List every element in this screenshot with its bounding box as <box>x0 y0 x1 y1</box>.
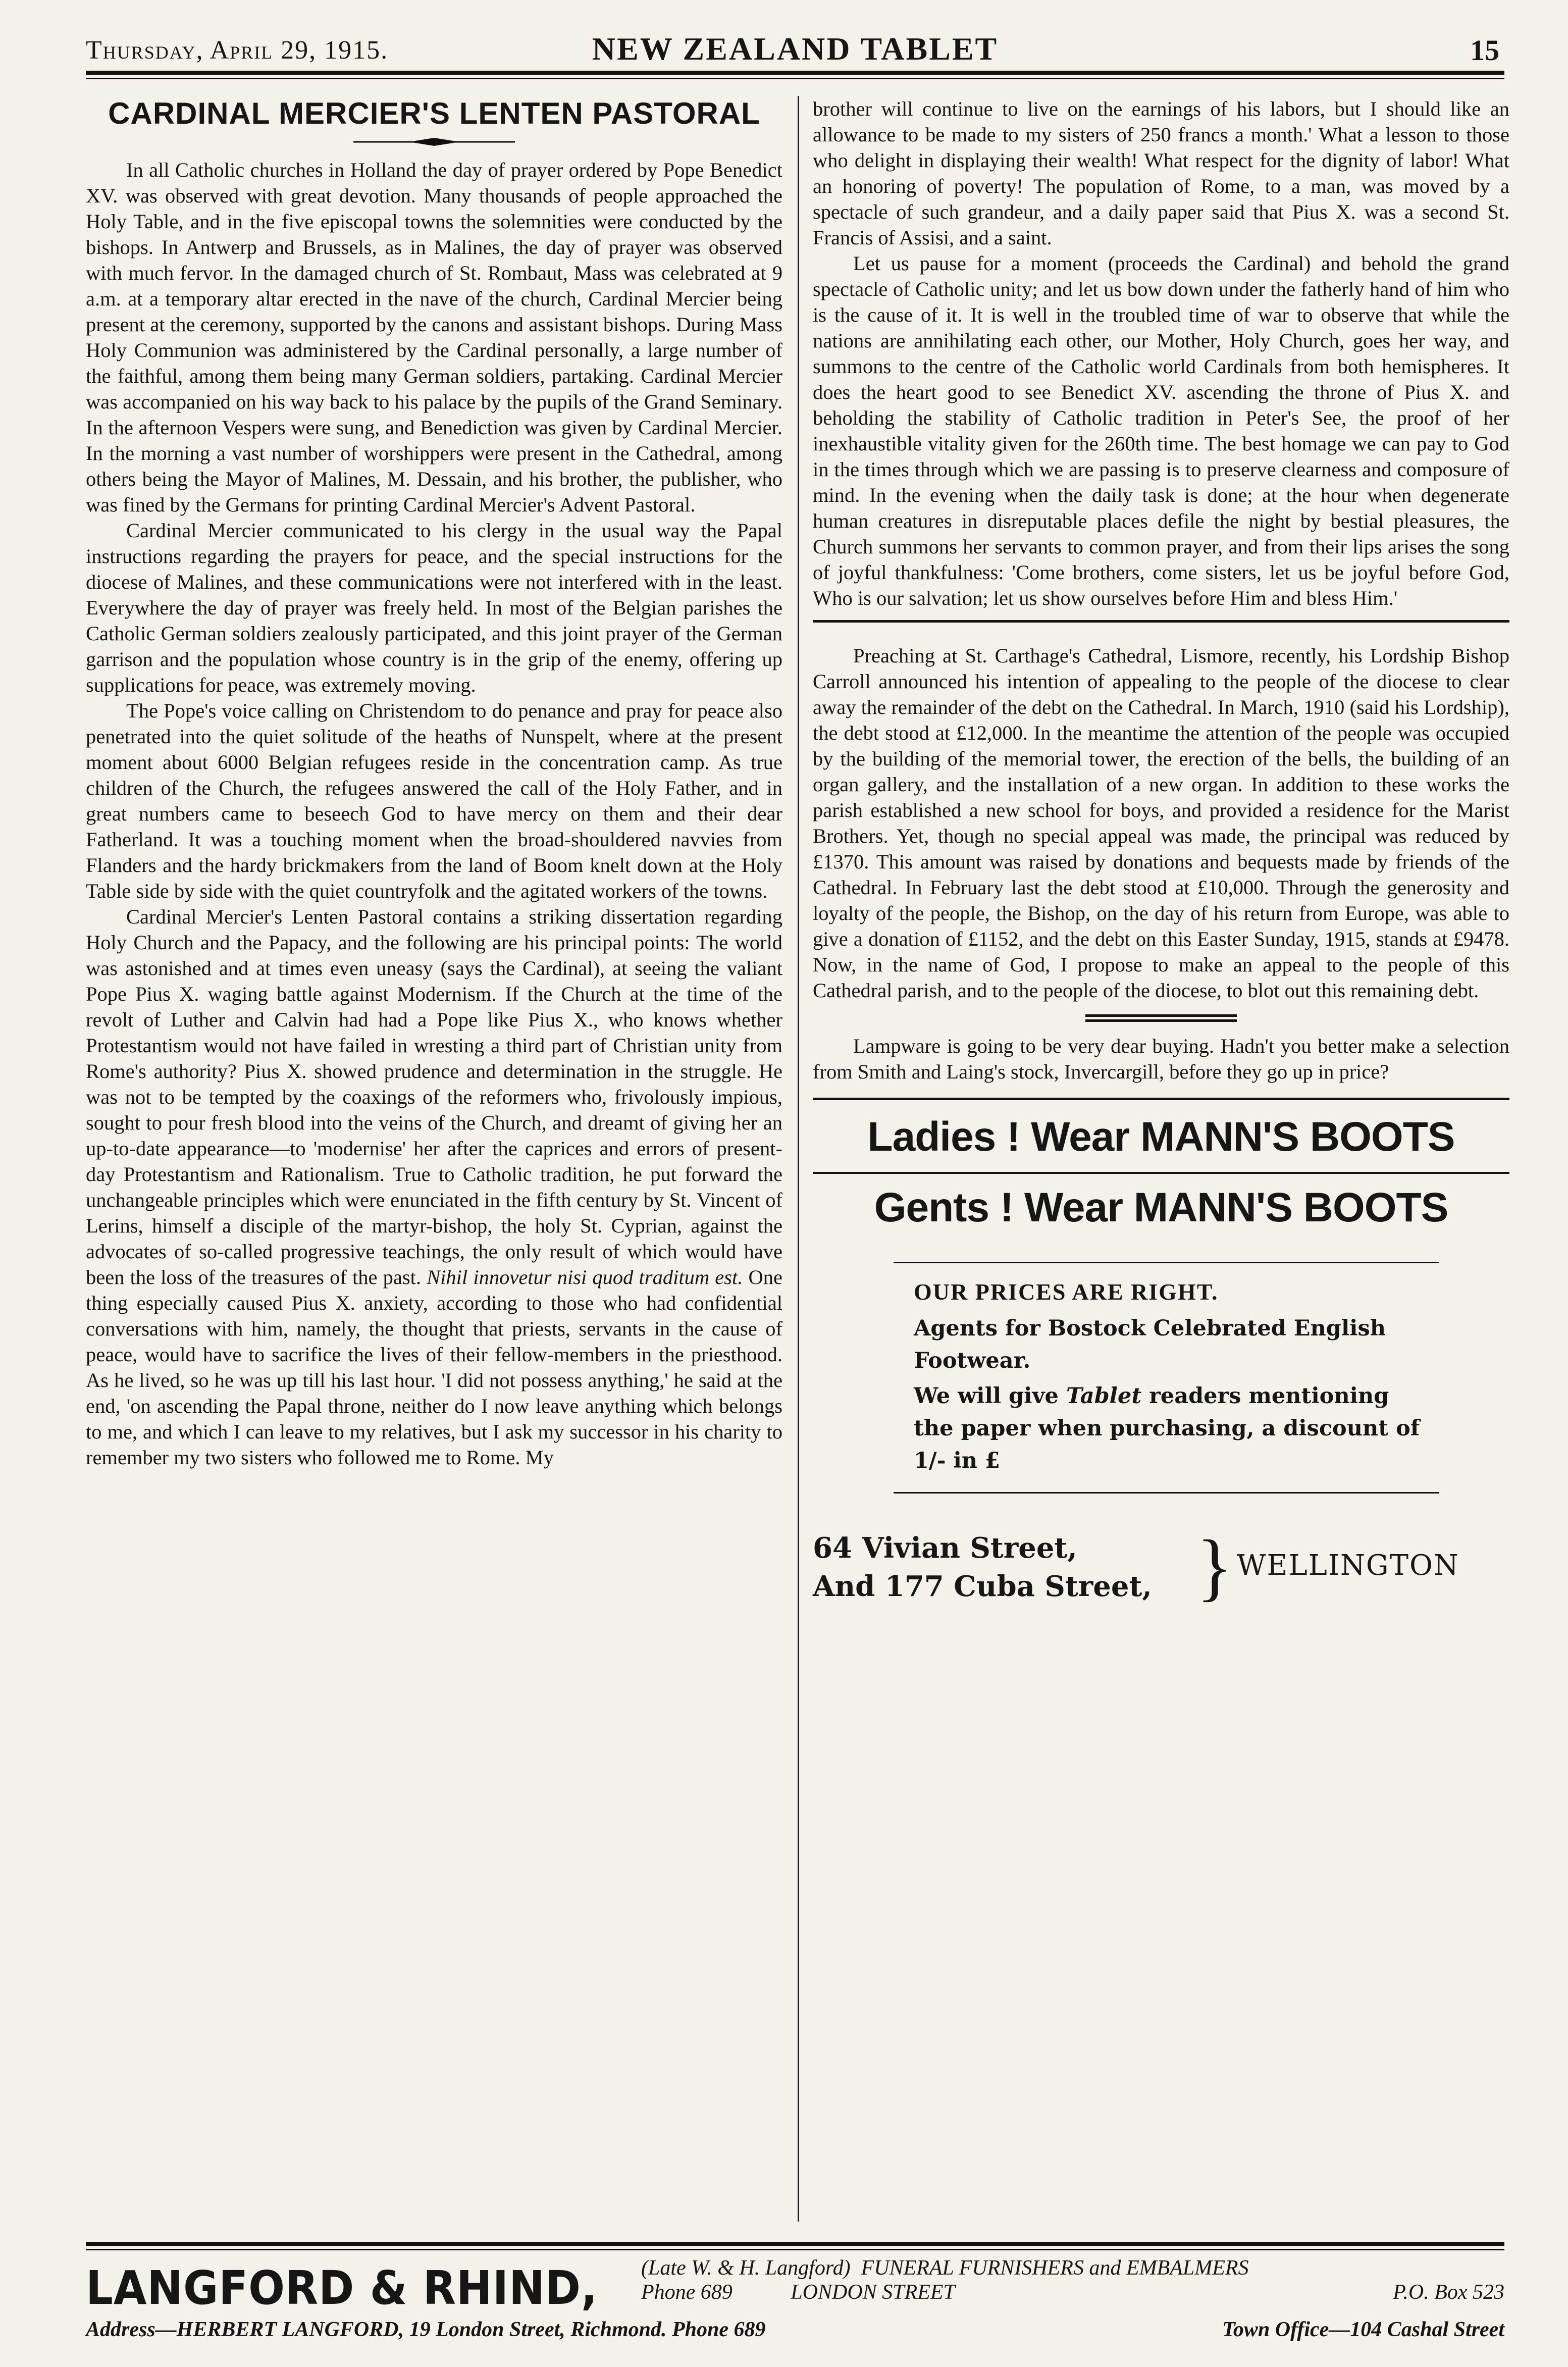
ad-text: We will give <box>914 1383 1059 1409</box>
footer-rule <box>86 2242 1504 2246</box>
footer-town-office: Town Office—104 Cashal Street <box>1222 2318 1504 2341</box>
ad-top-rule <box>813 1098 1509 1100</box>
footer-advert <box>86 2252 1504 2348</box>
ad-city: WELLINGTON <box>1237 1549 1459 1582</box>
newspaper-title: NEW ZEALAND TABLET <box>592 31 999 67</box>
article-continuation <box>813 96 1509 611</box>
ad-headline-gents: Gents ! Wear MANN'S BOOTS <box>874 1185 1448 1230</box>
article-paragraph: brother will continue to live on the earnings of his labors, but I should like an allowance to be made to my sisters of 250 francs a month.' What a lesson to those who delight in displaying their wealth! What respect for the dignity of labor! What an honoring of poverty! The population of Rome, to a man, was moved by a spectacle of such grandeur, and a daily paper said that Pius X. was a second St. Francis of Assisi, and a saint. <box>813 97 1509 249</box>
footer-phone-row <box>641 2280 1249 2304</box>
column-divider <box>798 96 799 2222</box>
masthead-rule <box>86 71 1504 75</box>
article-text: One thing especially caused Pius X. anxiety, according to those who had confidential conversations with him, namely, the thought that priests, servants in the cause of peace, would have to sacrifice the lives of their fellow-members in the priesthood. As he lived, so he was up till his last hour. 'I did not possess anything,' he said at the end, 'on ascending the Papal throne, neither do I now leave anything which belongs to me, and which I can leave to my relatives, but I ask my successor in his charity to remember my two sisters who followed me to Rome. My <box>86 1266 782 1469</box>
ad-details-box <box>894 1262 1439 1494</box>
article-paragraph: The Pope's voice calling on Christendom to do penance and pray for peace also penetrated into the quiet solitude of the heaths of Nunspelt, where at the present moment about 6000 Belgian refugees reside in the concentration camp. As true children of the Church, the refugees answered the call of the Holy Father, and in great numbers came to beseech God to have mercy on them and their dear Fatherland. It was a touching moment when the broad-shouldered navvies from Flanders and the hardy brickmakers from the land of Boom knelt down at the Holy Table side by side with the quiet countryfolk and the agitated workers of the towns. <box>86 699 782 902</box>
latin-quote: Nihil innovetur nisi quod traditum est. <box>427 1266 743 1289</box>
footer-details <box>641 2256 1249 2304</box>
ad-text: readers mentioning the paper when purchasing, a discount of 1/- in £ <box>914 1383 1420 1473</box>
masthead <box>86 30 1504 71</box>
footer-address-row <box>86 2318 1504 2342</box>
ad-inner-rule <box>813 1172 1509 1174</box>
ad-tablet-word: Tablet <box>1066 1383 1142 1409</box>
ad-address-lines <box>813 1529 1152 1606</box>
ad-prices: OUR PRICES ARE RIGHT. <box>914 1279 1219 1305</box>
footer-street: LONDON STREET <box>791 2281 955 2304</box>
brace-icon: } <box>1196 1525 1233 1609</box>
right-column <box>813 96 1509 1610</box>
article-body <box>86 157 782 1470</box>
footer-address: Address—HERBERT LANGFORD, 19 London Street, Richmond. Phone 689 <box>86 2318 766 2341</box>
ad-discount <box>914 1380 1429 1477</box>
left-column <box>86 96 782 2237</box>
article-paragraph: In all Catholic churches in Holland the day of prayer ordered by Pope Benedict XV. was observed with great devotion. Many thousands of people approached the Holy Table, and in the five episcopal towns the solemnities were conducted by the bishops. In Antwerp and Brussels, as in Malines, the day of prayer was observed with much fervor. In the damaged church of St. Rombaut, Mass was celebrated at 9 a.m. at a temporary altar erected in the nave of the church, Cardinal Mercier being present at the ceremony, supported by the canons and assistant bishops. During Mass Holy Communion was administered by the Cardinal personally, a large number of the faithful, among them being many German soldiers, partaking. Cardinal Mercier was accompanied on his way back to his palace by the pupils of the Grand Seminary. In the afternoon Vespers were sung, and Benediction was given by Cardinal Mercier. In the morning a vast number of worshippers were present in the Cathedral, among others being the Mayor of Malines, M. Dessain, and his brother, the publisher, who was fined by the Germans for printing Cardinal Mercier's Advent Pastoral. <box>86 159 782 516</box>
lampware-paragraph: Lampware is going to be very dear buying. Hadn't you better make a selection from Smith and Laing's stock, Invercargill, before they go up in price? <box>813 1035 1509 1083</box>
footer-late <box>641 2256 1249 2280</box>
page-number: 15 <box>1470 34 1499 67</box>
ad-address-line: 64 Vivian Street, <box>813 1531 1077 1565</box>
footer-late-text: (Late W. & H. Langford) <box>641 2256 851 2280</box>
article-paragraph <box>86 904 782 1470</box>
footer-funeral: FUNERAL FURNISHERS and EMBALMERS <box>861 2256 1249 2280</box>
lampware-notice <box>813 1033 1509 1085</box>
issue-date: Thursday, April 29, 1915. <box>86 36 389 65</box>
headline-ornament-icon <box>353 136 515 148</box>
footer-phone: Phone 689 <box>641 2281 733 2304</box>
ad-agents: Agents for Bostock Celebrated English Footwear. <box>914 1316 1386 1373</box>
ad-address-line: And 177 Cuba Street, <box>813 1570 1152 1603</box>
article-paragraph: Let us pause for a moment (proceeds the Cardinal) and behold the grand spectacle of Catholic unity; and let us bow down under the fatherly hand of him who is the cause of it. It is well in the troubled time of war to observe that while the nations are annihilating each other, our Mother, Holy Church, goes her way, and summons to the centre of the Catholic world Cardinals from both hemispheres. It does the heart good to see Benedict XV. ascending the throne of Pius X. and beholding the stability of Catholic tradition in Peter's See, the proof of her inexhaustible vitality given for the 260th time. The best homage we can pay to God in the times through which we are passing is to preserve clearness and composure of mind. In the evening when the daily task is done; at the hour when degenerate human creatures in disreputable places defile the night by bestial pleasures, the Church summons her servants to common prayer, and from their lips arises the song of joyful thankfulness: 'Come brothers, come sisters, let us be joyful before God, Who is our salvation; let us show ourselves before Him and bless Him.' <box>813 252 1509 609</box>
masthead-rule-thin <box>86 78 1504 79</box>
article-paragraph: Cardinal Mercier communicated to his clergy in the usual way the Papal instructions regarding the prayers for peace, and the special instructions for the diocese of Malines, and these communications were not interfered with in the least. Everywhere the day of prayer was freely held. In most of the Belgian parishes the Catholic German soldiers zealously participated, and this joint prayer of the German garrison and the population whose country is in the grip of the enemy, offering up supplications for peace, was extremely moving. <box>86 519 782 696</box>
article-headline: CARDINAL MERCIER'S LENTEN PASTORAL <box>108 96 760 130</box>
ad-headline-ladies: Ladies ! Wear MANN'S BOOTS <box>867 1114 1455 1160</box>
lismore-paragraph: Preaching at St. Carthage's Cathedral, Lismore, recently, his Lordship Bishop Carroll announced his intention of appealing to the people of the diocese to clear away the remainder of the debt on the Cathedral. In March, 1910 (said his Lordship), the debt stood at £12,000. In the meantime the attention of the people was occupied by the building of the memorial tower, the erection of the bells, the building of an organ gallery, and the installation of a new organ. In addition to these works the parish established a new school for boys, and provided a residence for the Marist Brothers. Yet, though no special appeal was made, the principal was reduced by £1370. This amount was raised by donations and bequests made by friends of the Cathedral. In February last the debt stood at £10,000. Through the generosity and loyalty of the people, the Bishop, on the day of his return from Europe, was able to give a donation of £1152, and the debt on this Easter Sunday, 1915, stands at £9478. Now, in the name of God, I propose to make an appeal to the people of this Cathedral parish, and to the people of the diocese, to blot out this remaining debt. <box>813 644 1509 1002</box>
article-text: Cardinal Mercier's Lenten Pastoral contains a striking dissertation regarding Holy Church and the Papacy, and the following are his principal points: The world was astonished and at times even uneasy (says the Cardinal), at seeing the valiant Pope Pius X. waging battle against Modernism. If the Church at the time of the revolt of Luther and Calvin had had a Pope like Pius X., who knows whether Protestantism would not have failed in wresting a third part of Christian unity from Rome's authority? Pius X. showed prudence and determination in the struggle. He was not to be tempted by the coaxings of the reformers who, frivolously impious, sought to pour fresh blood into the veins of the Church, and dreamt of giving her an up-to-date appearance—to 'modernise' her after the caprices and errors of present-day Protestantism and Rationalism. True to Catholic tradition, he put forward the unchangeable principles which were enunciated in the fifth century by St. Vincent of Lerins, himself a disciple of the martyr-bishop, the holy St. Cyprian, against the advocates of so-called progressive teachings, the only result of which would have been the loss of the treasures of the past. <box>86 905 782 1289</box>
double-rule <box>1085 1014 1237 1022</box>
footer-business-name: LANGFORD & RHIND, <box>86 2261 598 2315</box>
newspaper-page <box>86 20 1509 2353</box>
footer-pobox: P.O. Box 523 <box>1393 2281 1504 2304</box>
footer-rule-thin <box>86 2249 1504 2250</box>
lismore-item <box>813 643 1509 1003</box>
ad-address <box>813 1525 1509 1610</box>
section-rule <box>813 620 1509 623</box>
